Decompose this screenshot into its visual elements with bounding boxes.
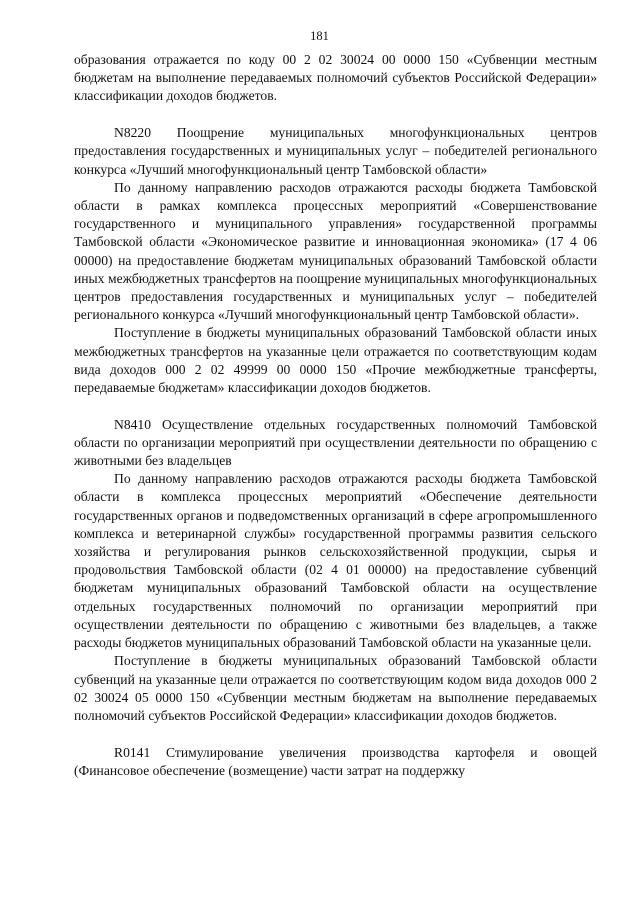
section-heading-n8410: N8410 Осуществление отдельных государственных полномочий Тамбовской области по организации мероприятий при осуществлении деятельности по обращению с животными без владельцев [74,416,597,469]
paragraph-n8220-expenses: По данному направлению расходов отражаются расходы бюджета Тамбовской области в рамках комплекса процессных мероприятий «Совершенствование государственного и муниципального управления» государственной программы Тамбовской области «Экономическое развитие и инновационная экономика» (17 4 06 00000) на предоставление бюджетам муниципальных образований Тамбовской области иных межбюджетных трансфертов на поощрение муниципальных многофункциональных центров предоставления государственных и муниципальных услуг – победителей регионального конкурса «Лучший многофункциональный центр Тамбовской области». [74,179,597,323]
paragraph-n8220-revenues: Поступление в бюджеты муниципальных образований Тамбовской области иных межбюджетных трансфертов на указанные цели отражается по соответствующим кодам вида доходов 000 2 02 49999 00 0000 150 «Прочие межбюджетные трансферты, передаваемые бюджетам» классификации доходов бюджетов. [74,325,597,395]
paragraph-subvention-code-continuation: образования отражается по коду 00 2 02 30024 00 0000 150 «Субвенции местным бюджетам на выполнение передаваемых полномочий субъектов Российской Федерации» классификации доходов бюджетов. [74,52,597,104]
paragraph-n8410-expenses: По данному направлению расходов отражаются расходы бюджета Тамбовской области в комплекса процессных мероприятий «Обеспечение деятельности государственных органов и подведомственных организаций в сфере агропромышленного комплекса и ветеринарной службы» государственной программы развития сельского хозяйства и регулирования рынков сельскохозяйственной продукции, сырья и продовольствия Тамбовской области (02 4 01 00000) на предоставление субвенций бюджетам муниципальных образований Тамбовской области на осуществление отдельных государственных полномочий по организации мероприятий при осуществлении деятельности по обращению с животными без владельцев, а также расходы бюджетов муниципальных образований Тамбовской области на указанные цели. [74,471,597,651]
page-number: 181 [310,29,329,43]
paragraph-n8410-revenues: Поступление в бюджеты муниципальных образований Тамбовской области субвенций на указанные цели отражается по соответствующим кодом вида доходов 000 2 02 30024 05 0000 150 «Субвенции местным бюджетам на выполнение передаваемых полномочий субъектов Российской Федерации» классификации доходов бюджетов. [74,653,597,723]
section-heading-r0141: R0141 Стимулирование увеличения производства картофеля и овощей (Финансовое обеспечение (возмещение) части затрат на поддержку [74,744,597,778]
document-body [74,51,597,780]
section-heading-n8220: N8220 Поощрение муниципальных многофункциональных центров предоставления государственных и муниципальных услуг – победителей регионального конкурса «Лучший многофункциональный центр Тамбовской области» [74,125,597,177]
